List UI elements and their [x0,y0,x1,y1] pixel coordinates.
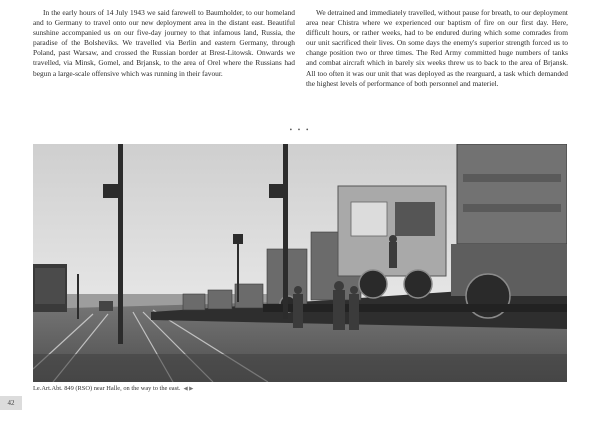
section-separator: • • • [289,126,311,134]
caption-arrows-icon: ◀ ▶ [183,386,194,392]
historical-photograph [33,144,567,382]
train-photo-illustration [33,144,567,382]
photo-caption [33,385,433,393]
body-paragraph: In the early hours of 14 July 1943 we said farewell to Baumholder, to our homeland and to Germany to travel onto our new deployment area in the distant east. Beautiful sunshine accompanied us on our five-day journey to that infamous land, Russia, the paradise of the Bolsheviks. We travelled via Berlin and eastern Germany, through Poland, past Warsaw, and crossed the Russian border at Brest-Litowsk. Onwards we travelled, via Minsk, Gomel, and Brjansk, to the area of Orel where the Russians had begun a large-scale offensive which was running in their favour. [33,8,295,78]
body-paragraph: We detrained and immediately travelled, without pause for breath, to our deployment area near Chistra where we experienced our baptism of fire on our first day. Here, difficult hours, or rather weeks, had to be endured during which some comrades from our unit sacrificed their lives. On some days the enemy's superior strength forced us to change position two or three times. The Red Army committed huge numbers of tanks and combat aircraft which in barely six weeks threw us to back to the area of Brjansk. All too often it was our unit that was deployed as the rearguard, a task which demanded the highest levels of performance of both personnel and materiel. [306,8,568,88]
page-number: 42 [0,396,22,410]
text-column-right [306,8,568,89]
text-column-left [33,8,295,79]
caption-text: Le.Art.Abt. 849 (RSO) near Halle, on the way to the east. [33,385,181,392]
